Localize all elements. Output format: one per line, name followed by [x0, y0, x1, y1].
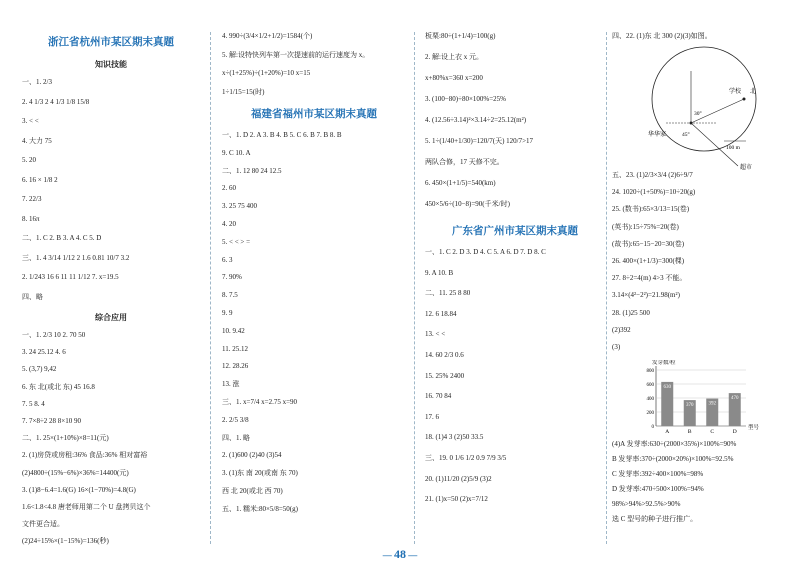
answer-line: 18. (1)4 3 (2)50 33.5: [425, 433, 484, 442]
answer-line: 4. 20: [222, 219, 236, 228]
tick-label: 600: [646, 383, 654, 389]
answer-line: 13. < <: [425, 330, 446, 339]
answer-line: 三、1. x=7/4 x=2.75 x=90: [222, 397, 298, 406]
answer-line: 2. 4 1/3 2 4 1/3 1/8 15/8: [22, 97, 90, 106]
answer-line: 4. 大力 75: [22, 136, 52, 145]
germination-chart: [626, 360, 766, 440]
scale-label: 100 m: [726, 145, 740, 151]
column-divider: [414, 32, 415, 544]
answer-line: 2. 1/243 16 6 11 11 1/12 7. x=19.5: [22, 273, 119, 281]
answer-line: 20. (1)11/20 (2)5/9 (3)2: [425, 474, 492, 483]
answer-line: 25. (数书):65×3/13=15(卷): [612, 205, 690, 214]
y-axis-label: 发芽数/粒: [652, 360, 676, 367]
answer-line: 二、1. C 2. B 3. A 4. C 5. D: [22, 234, 102, 242]
answer-line: (4)A 发芽率:630÷(2000×35%)×100%=90%: [612, 440, 737, 449]
section-title: 广东省广州市某区期末真题: [452, 225, 578, 237]
section-title: 浙江省杭州市某区期末真题: [48, 36, 174, 48]
answer-line: 二、1. 25×(1+10%)×8=11(元): [22, 434, 109, 443]
answer-line: 一、1. 2/3 10 2. 70 50: [22, 331, 86, 339]
answer-line: 文件更合适。: [22, 520, 64, 529]
data-label: 630: [663, 384, 671, 390]
answer-line: D 发芽率:470÷500×100%=94%: [612, 485, 704, 494]
answer-line: 14. 60 2/3 0.6: [425, 350, 464, 359]
answer-line: 16. 70 84: [425, 392, 452, 401]
answer-line: (2)24÷15%×(1−15%)=136(秒): [22, 537, 109, 546]
section-title: 福建省福州市某区期末真题: [251, 108, 377, 120]
footer-dash: —: [408, 550, 418, 560]
answer-line: 板栗:80÷(1+1/4)=100(g): [425, 32, 496, 40]
answer-line: (2)4800÷(15%−6%)×36%=14400(元): [22, 468, 129, 477]
answer-line: 10. 9.42: [222, 326, 245, 335]
answer-line: 27. 8÷2=4(m) 4>3 不能。: [612, 274, 687, 283]
answer-line: 8. 16π: [22, 214, 40, 223]
answer-line: 3. (1)8−6.4=1.6(G) 16×(1−70%)=4.8(G): [22, 485, 136, 494]
answer-line: 17. 6: [425, 412, 439, 421]
category-label: D: [732, 429, 737, 436]
north-label: 北: [750, 89, 757, 95]
category-label: C: [710, 429, 715, 436]
answer-line: 2. 60: [222, 184, 236, 193]
tick-label: 200: [646, 411, 654, 417]
data-label: 392: [708, 401, 716, 407]
home-label: 华华家: [648, 132, 667, 138]
answer-line: 1÷1/15=15(时): [222, 87, 265, 96]
section-subtitle: 综合应用: [95, 313, 127, 322]
answer-line: 5. 1÷(1/40+1/30)=120/7(天) 120/7>17: [425, 137, 534, 145]
tick-label: 800: [646, 369, 654, 375]
data-label: 470: [731, 396, 739, 402]
answer-line: 450×5/6÷(10−8)=90(千米/时): [425, 200, 510, 208]
answer-line: 12. 6 18.84: [425, 309, 457, 318]
column-1: [22, 32, 200, 554]
answer-line: 7. 22/3: [22, 195, 42, 203]
answer-line: 3. (100−80)÷80×100%=25%: [425, 95, 507, 103]
market-label: 超市: [740, 165, 753, 171]
answer-line: x+80%x=360 x=200: [425, 74, 483, 82]
answer-line: 3. 24 25.12 4. 6: [22, 348, 66, 357]
answer-line: 三、19. 0 1/6 1/2 0.9 7/9 3/5: [425, 453, 507, 462]
map-circle: [652, 47, 756, 151]
answer-list: [22, 331, 200, 546]
answer-line: 15. 25% 2400: [425, 371, 465, 380]
answer-list: [222, 32, 406, 97]
answer-line: 三、1. 4 3/14 1/12 2 1.6 0.81 10/7 3.2: [22, 253, 130, 262]
angle-label: 30°: [694, 111, 702, 117]
bar-chart: [626, 360, 766, 440]
answer-line: 1.6<1.8<4.8 唐老师用第二个 U 盘拷贝这个: [22, 502, 151, 511]
answer-line: (2)392: [612, 325, 631, 334]
x-axis-label: 型号: [748, 425, 760, 432]
answer-line: 一、1. D 2. A 3. B 4. B 5. C 6. B 7. B 8. B: [222, 131, 342, 139]
answer-line: 3.14×(4²−2²)=21.98(m²): [612, 291, 680, 300]
answer-line: 选 C 型号的种子进行推广。: [612, 515, 698, 524]
column-4: [612, 32, 792, 530]
answer-line: 5. (3,7) 9,42: [22, 365, 57, 374]
answer-line: 6. 3: [222, 255, 233, 264]
answer-line: 28. (1)25 500: [612, 308, 650, 317]
answer-line: (故书):65−15−20=30(卷): [612, 239, 685, 248]
column-2: [222, 32, 406, 523]
answer-line: 11. 25.12: [222, 344, 248, 353]
answer-line: 4. 990÷(3/4×1/2+1/2)=1584(个): [222, 32, 313, 40]
answer-line: 13. 涨: [222, 380, 240, 389]
section-subtitle: 知识技能: [95, 60, 127, 69]
answer-line: 两队合修，17 天修不完。: [425, 158, 504, 166]
answer-line: 9. A 10. B: [425, 268, 454, 277]
answer-line: 一、1. C 2. D 3. D 4. C 5. A 6. D 7. D 8. C: [425, 248, 546, 256]
data-label: 370: [686, 403, 694, 409]
answer-line: 24. 1020÷(1+50%)=10÷20(g): [612, 188, 696, 197]
answer-line: 2. (1)600 (2)40 (3)54: [222, 451, 282, 460]
answer-line: 7. 7×8÷2 28 8×10 90: [22, 416, 81, 425]
page-number: 48: [394, 547, 406, 561]
answer-line: (3): [612, 342, 621, 351]
answer-line: 5. 20: [22, 156, 36, 164]
map-figure: [646, 41, 766, 171]
answer-line: 四、1. 略: [222, 433, 250, 442]
answer-line: 7. 90%: [222, 273, 242, 282]
answer-list: [612, 171, 792, 352]
answer-line: 7. 5 8. 4: [22, 399, 45, 408]
column-divider: [210, 32, 211, 544]
column-3: [425, 32, 605, 516]
answer-list: [22, 78, 200, 302]
answer-line: 3. (1)东 南 20(或南 东 70): [222, 469, 298, 478]
answer-line: x÷(1+25%)÷(1+20%)=10 x=15: [222, 69, 311, 77]
answer-line: 二、1. 12 80 24 12.5: [222, 166, 282, 175]
answer-line: 12. 28.26: [222, 362, 249, 371]
answer-line: 21. (1)x=50 (2)x=7/12: [425, 495, 488, 504]
answer-line: 一、1. 2/3: [22, 78, 52, 86]
answer-line: C 发芽率:392÷400×100%=98%: [612, 470, 704, 479]
answer-line: 西 北 20(或北 西 70): [222, 486, 283, 495]
answer-line: 五、23. (1)2/3×3/4 (2)6÷9/7: [612, 171, 693, 179]
category-label: A: [665, 429, 670, 436]
answer-line: 3. < <: [22, 117, 39, 125]
answer-line: 二、11. 25 8 80: [425, 289, 471, 298]
answer-line: 26. 400×(1+1/3)=300(棵): [612, 256, 685, 265]
answer-line: 6. 东 北(或北 东) 45 16.8: [22, 382, 95, 391]
angle-label: 45°: [682, 132, 690, 138]
answer-line: 3. 25 75 400: [222, 202, 257, 211]
column-divider: [606, 32, 607, 544]
answer-line: 2. (1)房贷或房租:36% 食品:36% 相对富裕: [22, 451, 148, 460]
answer-line: 2. 解:设上衣 x 元。: [425, 53, 483, 61]
answer-line: 五、1. 糯米:80×5/8=50(g): [222, 504, 298, 513]
answer-list: [425, 248, 605, 504]
answer-line: 9. C 10. A: [222, 148, 251, 157]
answer-list: [425, 32, 605, 209]
answer-line: 8. 7.5: [222, 291, 238, 300]
answer-line: 2. 2/5 3/8: [222, 415, 249, 424]
answer-line: 四、略: [22, 292, 43, 301]
school-dot: [743, 98, 746, 101]
tick-label: 0: [651, 425, 654, 431]
answer-line: 6. 16 × 1/8 2: [22, 175, 58, 184]
answer-list: [612, 440, 792, 524]
answer-line: 四、22. (1)东 北 300 (2)(3)如图。: [612, 32, 712, 40]
answer-line: 6. 450×(1+1/5)=540(km): [425, 179, 496, 187]
tick-label: 400: [646, 397, 654, 403]
answer-line: (英书):15÷75%=20(卷): [612, 222, 679, 231]
category-label: B: [687, 429, 692, 436]
answer-line: 4. (12.56÷3.14)²×3.14÷2=25.12(m²): [425, 116, 527, 124]
answer-line: B 发芽率:370÷(2000×20%)×100%=92.5%: [612, 455, 734, 464]
page-footer: [0, 547, 800, 562]
answer-line: 5. < < > =: [222, 237, 251, 246]
school-label: 学校: [729, 89, 742, 95]
direction-map: [646, 41, 766, 171]
answer-line: 5. 解:设特快列车第一次提速前的运行速度为 x。: [222, 50, 370, 59]
answer-line: 98%>94%>92.5%>90%: [612, 500, 681, 509]
answer-line: 9. 9: [222, 308, 233, 317]
home-dot: [690, 122, 693, 125]
footer-dash: —: [382, 550, 392, 560]
answer-list: [222, 131, 406, 514]
